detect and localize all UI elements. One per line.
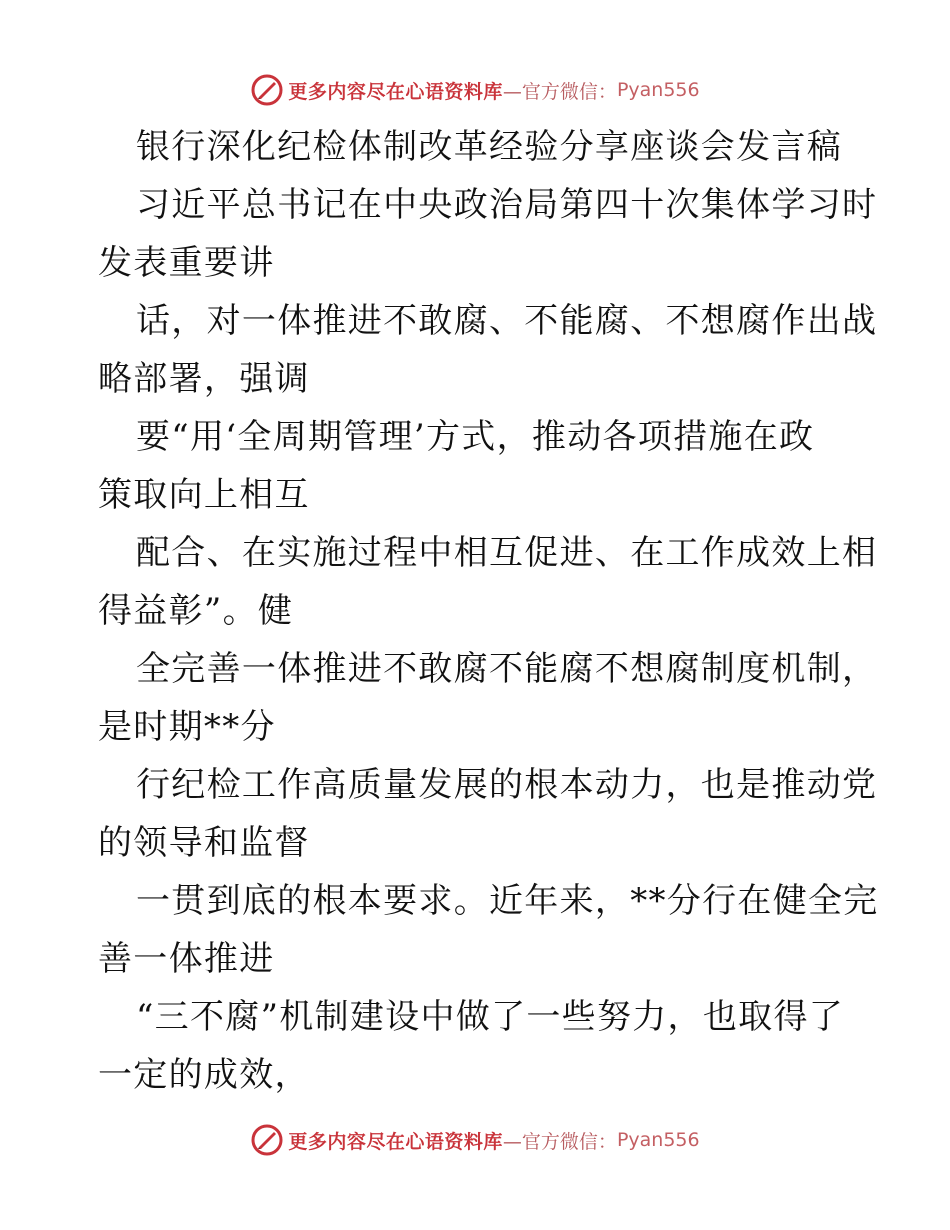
banner-separator-text: —官方微信：: [502, 1130, 617, 1153]
banner-wechat-id: Pyan556: [616, 79, 700, 101]
banner-main-text: 更多内容尽在心语资料库: [288, 1130, 503, 1153]
paragraph-line: 话，对一体推进不敢腐、不能腐、不想腐作出战: [136, 301, 878, 341]
paragraph-line: 全完善一体推进不敢腐不能腐不想腐制度机制，: [136, 649, 878, 689]
quill-logo-icon: [250, 73, 284, 107]
paragraph-line: 要“用‘全周期管理’方式，推动各项措施在政: [136, 417, 815, 457]
banner-main-text: 更多内容尽在心语资料库: [288, 80, 503, 103]
quill-logo-icon: [250, 1123, 284, 1157]
paragraph-line: 一定的成效，: [98, 1055, 310, 1095]
header-watermark-banner: [0, 70, 950, 110]
paragraph-line: “三不腐”机制建设中做了一些努力，也取得了: [136, 997, 845, 1037]
document-title: 银行深化纪检体制改革经验分享座谈会发言稿: [136, 127, 842, 167]
paragraph-line: 习近平总书记在中央政治局第四十次集体学习时: [136, 185, 878, 225]
banner-separator-text: —官方微信：: [502, 80, 617, 103]
paragraph-line: 行纪检工作高质量发展的根本动力，也是推动党: [136, 765, 878, 805]
paragraph-line: 配合、在实施过程中相互促进、在工作成效上相: [136, 533, 878, 573]
paragraph-line: 略部署，强调: [98, 359, 310, 399]
paragraph-line: 的领导和监督: [98, 823, 310, 863]
paragraph-line: 善一体推进: [98, 939, 275, 979]
paragraph-line: 一贯到底的根本要求。近年来，**分行在健全完: [136, 881, 879, 921]
paragraph-line: 是时期**分: [98, 707, 276, 747]
paragraph-line: 发表重要讲: [98, 243, 275, 283]
footer-watermark-banner: [0, 1120, 950, 1160]
document-body: [98, 118, 879, 1104]
paragraph-line: 策取向上相互: [98, 475, 310, 515]
banner-wechat-id: Pyan556: [616, 1129, 700, 1151]
paragraph-line: 得益彰”。健: [98, 591, 294, 631]
